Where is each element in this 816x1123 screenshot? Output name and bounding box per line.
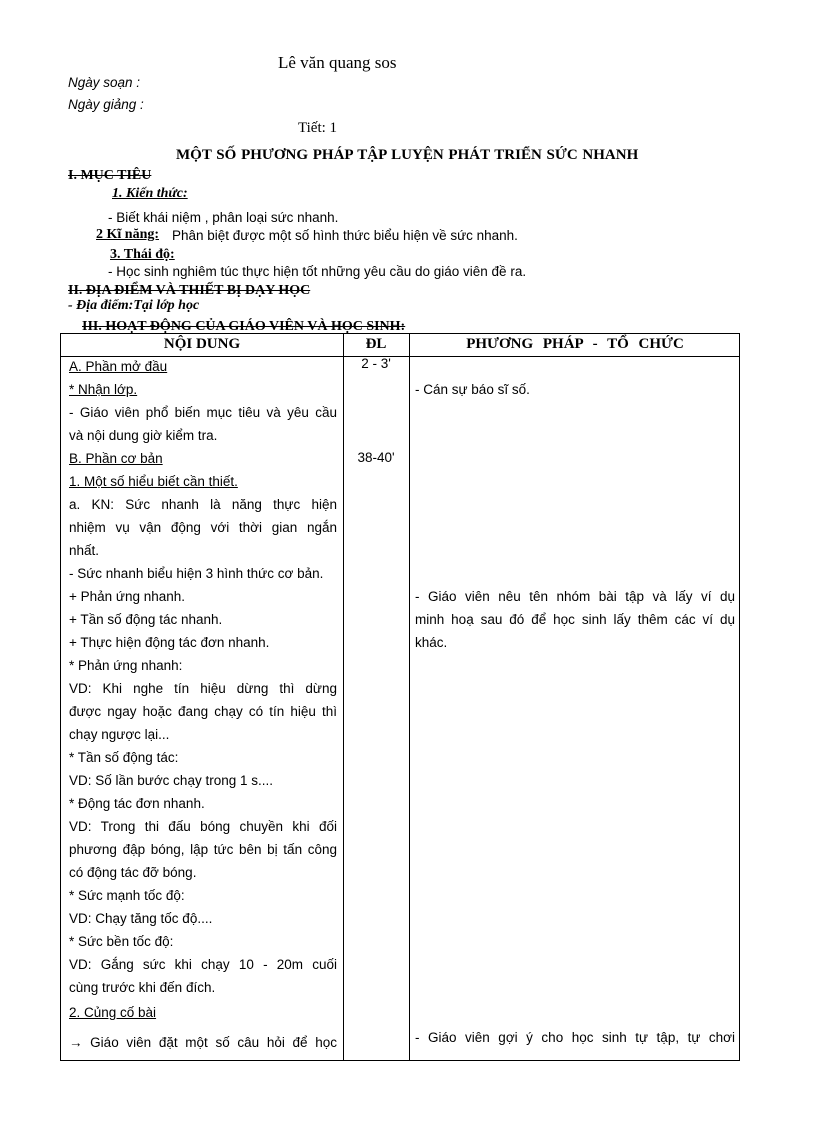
method-line: - Giáo viên gợi ý cho học sinh tự tập, tự chơi [415, 1030, 735, 1045]
content-line: VD: Khi nghe tín hiệu dừng thì dừng [69, 681, 337, 696]
content-line: B. Phần cơ bản [69, 451, 163, 466]
content-line: * Tần số động tác: [69, 750, 179, 765]
page-title: MỘT SỐ PHƯƠNG PHÁP TẬP LUYỆN PHÁT TRIỂN SỨC NHANH [176, 147, 639, 163]
duration-value: 2 - 3' [361, 356, 391, 371]
location-heading: II. ĐỊA ĐIỂM VÀ THIẾT BỊ DẠY HỌC [68, 283, 311, 298]
location-place: - Địa điểm:Tại lớp học [68, 298, 200, 313]
objectives-heading: I. MỤC TIÊU [68, 168, 152, 183]
skills-text: Phân biệt được một số hình thức biểu hiện về sức nhanh. [172, 228, 518, 243]
content-line: và nội dung giờ kiểm tra. [69, 428, 218, 443]
method-line: minh hoạ sau đó để học sinh lấy thêm các ví dụ [415, 612, 735, 627]
content-line: * Sức bền tốc độ: [69, 934, 174, 949]
header-content: NỘI DUNG [163, 336, 241, 352]
content-line: được ngay hoặc đang chạy có tín hiệu thì [69, 704, 337, 719]
content-line: + Phản ứng nhanh. [69, 589, 186, 604]
content-line: có động tác đỡ bóng. [69, 865, 197, 880]
content-line: - Giáo viên phổ biến mục tiêu và yêu cầu [69, 405, 337, 420]
content-line: * Sức mạnh tốc độ: [69, 888, 185, 903]
content-line: chạy ngược lại... [69, 727, 170, 742]
header-method: PHƯƠNG PHÁP - TỔ CHỨC [466, 336, 684, 352]
method-line: - Cán sự báo sĩ số. [415, 382, 530, 397]
lesson-table [60, 333, 740, 1061]
content-line: VD: Gắng sức khi chạy 10 - 20m cuối [69, 957, 337, 972]
prep-date-label: Ngày soạn : [68, 75, 141, 90]
content-line: * Nhận lớp. [69, 382, 138, 397]
content-line: A. Phần mở đầu [69, 359, 168, 374]
content-line: → Giáo viên đặt một số câu hỏi để học [69, 1035, 337, 1050]
skills-heading: 2 Kĩ năng: [96, 227, 160, 242]
method-line: - Giáo viên nêu tên nhóm bài tập và lấy ví dụ [415, 589, 735, 604]
column-divider [343, 334, 344, 1060]
teach-date-label: Ngày giảng : [68, 97, 144, 112]
content-line: + Tần số động tác nhanh. [69, 612, 223, 627]
content-line: * Phản ứng nhanh: [69, 658, 183, 673]
content-line: * Động tác đơn nhanh. [69, 796, 205, 811]
knowledge-item: - Biết khái niệm , phân loại sức nhanh. [108, 210, 339, 225]
content-line: VD: Số lần bước chạy trong 1 s.... [69, 773, 273, 788]
attitude-item: - Học sinh nghiêm túc thực hiện tốt những yêu cầu do giáo viên đề ra. [108, 264, 527, 279]
content-line: nhất. [69, 543, 100, 558]
content-line: VD: Chạy tăng tốc độ.... [69, 911, 213, 926]
lesson-number: Tiết: 1 [298, 120, 338, 136]
duration-value: 38-40' [357, 450, 395, 465]
content-line: nhiệm vụ vận động với thời gian ngắn [69, 520, 337, 535]
column-divider [409, 334, 410, 1060]
knowledge-heading: 1. Kiến thức: [112, 186, 188, 201]
header-duration: ĐL [365, 336, 387, 352]
content-line: a. KN: Sức nhanh là năng thực hiện [69, 497, 337, 512]
method-line: khác. [415, 635, 448, 650]
content-line: phương đập bóng, lập tức bên bị tấn công [69, 842, 337, 857]
attitude-heading: 3. Thái độ: [110, 247, 175, 262]
content-line: VD: Trong thi đấu bóng chuyền khi đối [69, 819, 337, 834]
content-line: 2. Củng cố bài [69, 1005, 157, 1020]
author-name: Lê văn quang sos [278, 53, 397, 72]
content-line: cùng trước khi đến đích. [69, 980, 216, 995]
content-line: 1. Một số hiểu biết cần thiết. [69, 474, 238, 489]
content-line: - Sức nhanh biểu hiện 3 hình thức cơ bản. [69, 566, 324, 581]
activities-heading: III. HOẠT ĐỘNG CỦA GIÁO VIÊN VÀ HỌC SINH: [82, 319, 406, 334]
content-line: + Thực hiện động tác đơn nhanh. [69, 635, 270, 650]
